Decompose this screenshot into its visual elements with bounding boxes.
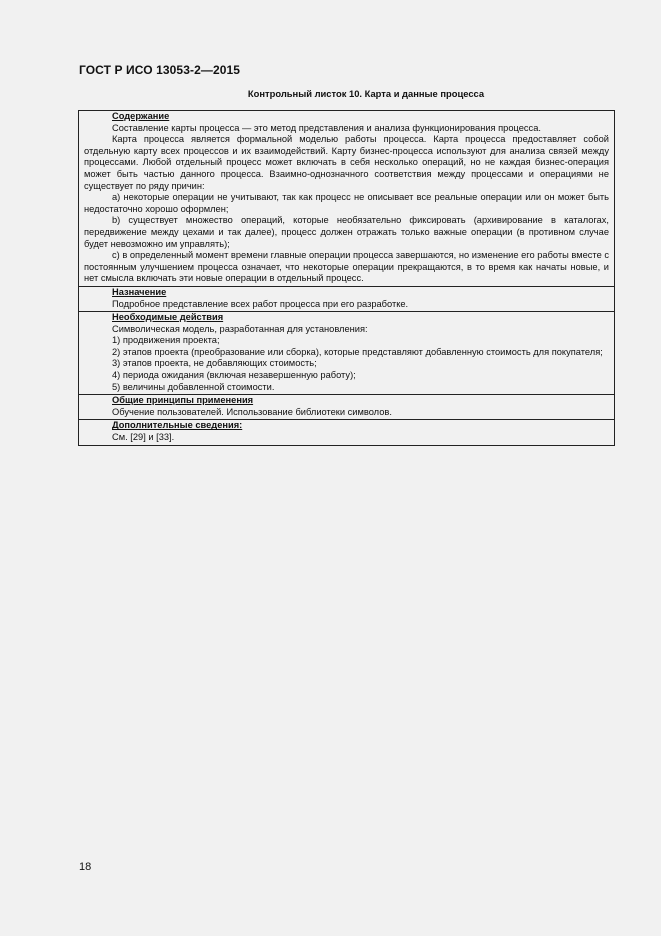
section-label: Назначение: [112, 286, 167, 297]
list-item: 5) величины добавленной стоимости.: [112, 381, 275, 392]
paragraph: Карта процесса является формальной моделью работы процесса. Карта процесса предоставляет собой отдельную карту всех процессов и их взаимодействий. Карту бизнес-процесса используют для анализа связей между процессами. Любой отдельный процесс может включать в себя несколько операций, но не каждая бизнес-операция может быть частью данного процесса. Взаимно-однозначного соответствия между процессами и операциями не существует по ряду причин:: [84, 134, 609, 191]
standard-header: ГОСТ Р ИСО 13053-2—2015: [79, 63, 241, 77]
section-label: Необходимые действия: [112, 312, 224, 323]
page-number: 18: [79, 861, 92, 873]
list-item: 3) этапов проекта, не добавляющих стоимость;: [112, 358, 317, 369]
section-general-principles: [79, 394, 614, 419]
table-title: Контрольный листок 10. Карта и данные процесса: [247, 88, 485, 99]
paragraph: Подробное представление всех работ процесса при его разработке.: [112, 298, 409, 309]
paragraph: Обучение пользователей. Использование библиотеки символов.: [112, 406, 392, 417]
list-item: b) существует множество операций, которые необязательно фиксировать (архивирование в каталогах, передвижение между цехами и так далее), процесс должен отражать только важные операции (в противном случае будет невозможно им управлять);: [84, 215, 609, 249]
section-label: Содержание: [112, 111, 170, 121]
paragraph: Символическая модель, разработанная для установления:: [112, 323, 368, 334]
section-additional-info: [79, 419, 614, 444]
list-item: c) в определенный момент времени главные операции процесса завершаются, но изменение его работы вместе с постоянным улучшением процесса означает, что некоторые операции прекращаются, в то время как начаты новые, и нет смысла включать эти новые операции в отдельный процесс.: [84, 250, 609, 284]
list-item: 2) этапов проекта (преобразование или сборка), которые представляют добавленную стоимость для покупателя;: [112, 346, 603, 357]
section-content: [79, 111, 614, 286]
paragraph: Составление карты процесса — это метод представления и анализа функционирования процесса.: [112, 122, 541, 133]
checklist-table: [78, 110, 615, 446]
list-item: a) некоторые операции не учитывают, так как процесс не описывает все реальные операции или он может быть недостаточно хорошо оформлен;: [84, 192, 609, 214]
section-required-actions: [79, 311, 614, 394]
reference-text: См. [29] и [33].: [112, 432, 175, 443]
list-item: 1) продвижения проекта;: [112, 335, 220, 346]
list-item: 4) периода ожидания (включая незавершенную работу);: [112, 370, 356, 381]
section-purpose: [79, 286, 614, 311]
section-label: Дополнительные сведения:: [112, 420, 243, 431]
section-label: Общие принципы применения: [112, 395, 254, 406]
